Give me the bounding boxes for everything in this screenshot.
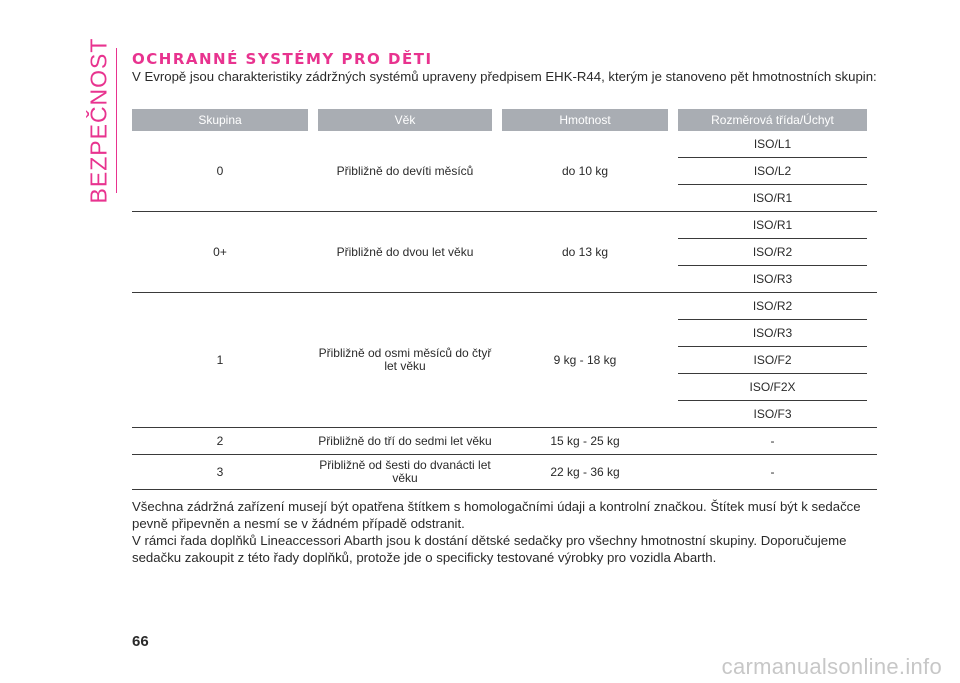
section-title: OCHRANNÉ SYSTÉMY PRO DĚTI: [132, 50, 433, 68]
table-row: [132, 131, 877, 212]
intro-paragraph: V Evropě jsou charakteristiky zádržných systémů upraveny předpisem EHK-R44, kterým je stanoveno pět hmotnostních skupin:: [132, 69, 877, 84]
table-row: [132, 212, 877, 293]
weight-cell: 22 kg - 36 kg: [550, 464, 620, 479]
header-group: Skupina: [132, 109, 308, 131]
size-class-cell: [678, 428, 867, 454]
size-class-item: -: [770, 464, 775, 479]
weight-cell: do 10 kg: [561, 163, 609, 178]
age-cell: Přibližně do devíti měsíců: [336, 163, 474, 178]
size-class-item: ISO/L2: [678, 158, 867, 185]
header-size-class: Rozměrová třída/Úchyt: [678, 109, 867, 131]
age-cell: Přibližně do dvou let věku: [336, 244, 474, 259]
group-cell: 1: [216, 352, 224, 367]
section-label-text: BEZPEČNOST: [85, 37, 112, 204]
section-divider: [116, 48, 117, 193]
size-class-item: ISO/R2: [678, 293, 867, 320]
accessories-paragraph: V rámci řada doplňků Lineaccessori Abarth jsou k dostání dětské sedačky pro všechny hmotnostní skupiny. Doporučujeme sedačku zakoupit z této řady doplňků, protože jde o specificky testované výrobky pro vozidla Abarth.: [132, 533, 847, 565]
table-row: [132, 293, 877, 428]
size-class-item: ISO/R3: [752, 271, 793, 286]
age-cell: Přibližně od osmi měsíců do čtyř let věku: [318, 346, 492, 373]
size-class-cell: [678, 455, 867, 489]
page-number: 66: [132, 633, 149, 650]
size-class-item: ISO/R3: [678, 320, 867, 347]
table-header: [132, 109, 877, 131]
weight-cell: 15 kg - 25 kg: [550, 433, 620, 448]
table-row: [132, 428, 877, 455]
site-watermark: carmanualsonline.info: [721, 654, 942, 679]
size-class-item: ISO/R1: [678, 212, 867, 239]
weight-cell: do 13 kg: [561, 244, 609, 259]
size-class-item: ISO/R1: [752, 190, 793, 205]
group-cell: 0: [216, 163, 224, 178]
size-class-item: ISO/F2X: [678, 374, 867, 401]
size-class-item: ISO/F3: [753, 406, 792, 421]
group-cell: 0+: [213, 244, 227, 259]
size-class-item: ISO/F2: [678, 347, 867, 374]
size-class-cell: [678, 212, 867, 292]
group-cell: 3: [216, 464, 224, 479]
closing-text: [132, 498, 872, 566]
size-class-item: ISO/L1: [678, 131, 867, 158]
size-class-cell: [678, 131, 867, 211]
size-class-item: ISO/R2: [678, 239, 867, 266]
size-class-item: -: [770, 433, 775, 448]
size-class-cell: [678, 293, 867, 427]
header-weight: Hmotnost: [502, 109, 668, 131]
section-side-label: [84, 37, 114, 204]
homologation-paragraph: Všechna zádržná zařízení musejí být opatřena štítkem s homologačními údaji a kontrolní značkou. Štítek musí být k sedačce pevně připevněn a nesmí se v žádném případě odstranit.: [132, 499, 861, 531]
table-row: [132, 455, 877, 490]
header-age: Věk: [318, 109, 492, 131]
age-cell: Přibližně od šesti do dvanácti let věku: [319, 458, 491, 485]
child-seat-table: [132, 109, 877, 490]
group-cell: 2: [216, 433, 224, 448]
weight-cell: 9 kg - 18 kg: [553, 352, 617, 367]
age-cell: Přibližně do tří do sedmi let věku: [318, 433, 492, 448]
